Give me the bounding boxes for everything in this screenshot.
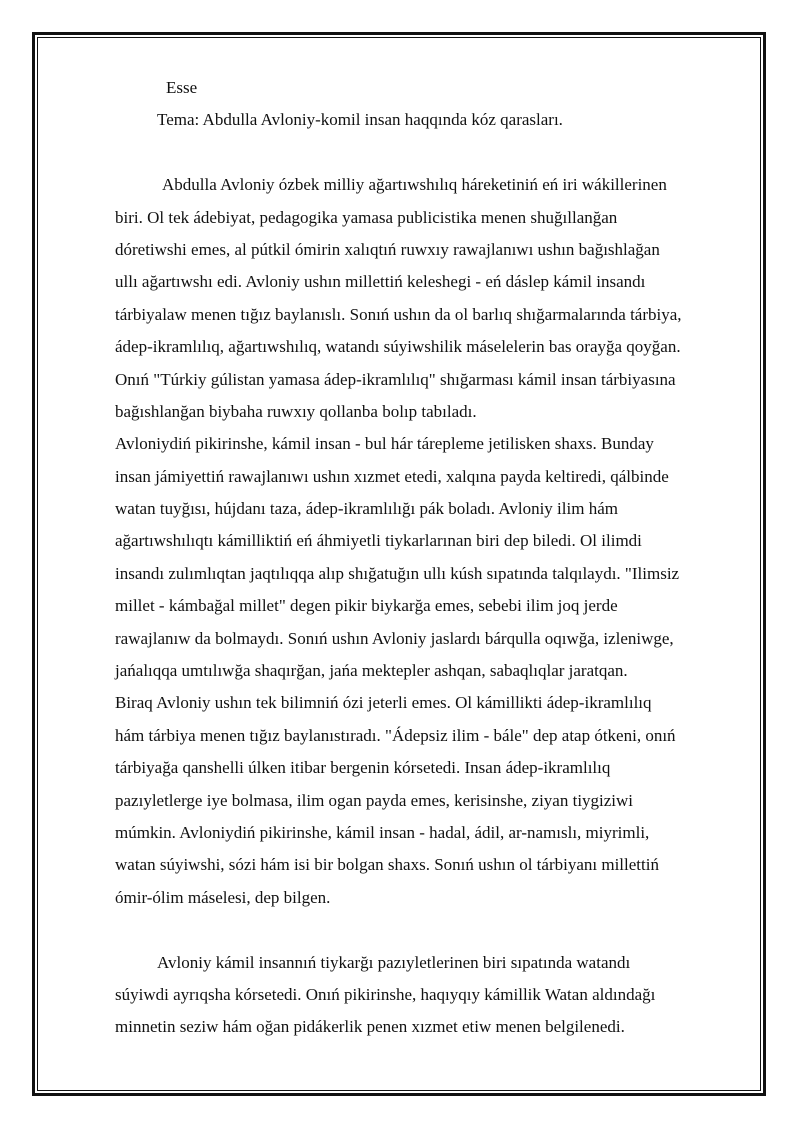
text-line: pazıyletlerge iye bolmasa, ilim ogan payda emes, kerisinshe, ziyan tiygiziwi bbox=[115, 790, 634, 810]
text-line: Avloniydiń pikirinshe, kámil insan - bul hár tárepleme jetilisken shaxs. Bunday bbox=[115, 434, 654, 454]
text-line: dóretiwshi emes, al pútkil ómirin xalıqtıń ruwxıy rawajlanıwı ushın bağıshlağan bbox=[115, 239, 660, 259]
essay-label: Esse bbox=[166, 78, 198, 97]
text-line: hám tárbiya menen tığız baylanıstıradı. "Ádepsiz ilim - bále" dep atap ótkeni, onıń bbox=[115, 725, 676, 745]
text-line: múmkin. Avloniydiń pikirinshe, kámil insan - hadal, ádil, ar-namıslı, miyrimli, bbox=[115, 822, 650, 842]
text-line: Biraq Avloniy ushın tek bilimniń ózi jeterli emes. Ol kámillikti ádep-ikramlılıq bbox=[115, 693, 652, 713]
text-line: watan tuyğısı, hújdanı taza, ádep-ikramlılığı pák boladı. Avloniy ilim hám bbox=[115, 499, 618, 519]
text-line: minnetin seziw hám oğan pidákerlik penen xızmet etiw menen belgilenedi. bbox=[115, 1017, 625, 1037]
text-line: insandı zulımlıqtan jaqtılıqqa alıp shığatuğın ullı kúsh sıpatında talqılaydı. "Ilimsiz bbox=[115, 563, 680, 583]
essay-topic: Tema: Abdulla Avloniy-komil insan haqqında kóz qarasları. bbox=[157, 110, 563, 130]
text-line: ullı ağartıwshı edi. Avloniy ushın millettiń keleshegi - eń dáslep kámil insandı bbox=[115, 272, 646, 292]
text-line: Onıń "Túrkiy gúlistan yamasa ádep-ikramlılıq" shığarması kámil insan tárbiyasına bbox=[115, 369, 676, 389]
text-line: watan súyiwshi, sózi hám isi bir bolgan shaxs. Sonıń ushın ol tárbiyanı millettiń bbox=[115, 855, 659, 875]
text-line: millet - kámbağal millet" degen pikir biykarğa emes, sebebi ilim joq jerde bbox=[115, 596, 618, 616]
text-line: bağıshlanğan biybaha ruwxıy qollanba bolıp tabıladı. bbox=[115, 401, 477, 421]
text-line: tárbiyalaw menen tığız baylanıslı. Sonıń ushın da ol barlıq shığarmalarında tárbiya, bbox=[115, 304, 682, 324]
text-line: rawajlanıw da bolmaydı. Sonıń ushın Avloniy jaslardı bárqulla oqıwğa, izleniwge, bbox=[115, 628, 674, 648]
text-line: tárbiyağa qanshelli úlken itibar bergenin kórsetedi. Insan ádep-ikramlılıq bbox=[115, 758, 611, 778]
blank-line bbox=[115, 137, 743, 169]
text-line: ağartıwshılıqtı kámilliktiń eń áhmiyetli tiykarlarınan biri dep biledi. Ol ilimdi bbox=[115, 531, 642, 551]
text-line: Abdulla Avloniy ózbek milliy ağartıwshılıq háreketiniń eń iri wákillerinen bbox=[162, 175, 667, 195]
text-line: súyiwdi ayrıqsha kórsetedi. Onıń pikirinshe, haqıyqıy kámillik Watan aldındağı bbox=[115, 984, 656, 1004]
text-line: biri. Ol tek ádebiyat, pedagogika yamasa publicistika menen shuğıllanğan bbox=[115, 207, 618, 227]
text-line: ádep-ikramlılıq, ağartıwshılıq, watandı súyiwshilik máselelerin bas orayğa qoyğan. bbox=[115, 337, 681, 357]
text-line: Avloniy kámil insannıń tiykarğı pazıyletlerinen biri sıpatında watandı bbox=[157, 952, 631, 972]
blank-line bbox=[115, 914, 743, 946]
text-line: jańalıqqa umtılıwğa shaqırğan, jańa mektepler ashqan, sabaqlıqlar jaratqan. bbox=[115, 661, 628, 681]
text-line: ómir-ólim máselesi, dep bilgen. bbox=[115, 887, 331, 907]
text-line: insan jámiyettiń rawajlanıwı ushın xızmet etedi, xalqına payda keltiredi, qálbinde bbox=[115, 466, 669, 486]
document-body bbox=[115, 72, 743, 1044]
